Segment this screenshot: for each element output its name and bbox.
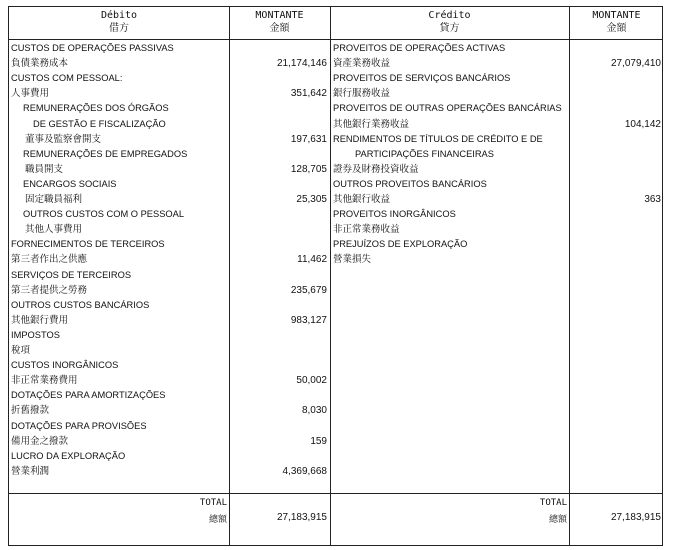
debit-total-amount: 27,183,915 xyxy=(276,512,327,523)
debit-row xyxy=(9,313,664,328)
credit-row xyxy=(9,177,664,192)
debit-row xyxy=(9,373,664,388)
credit-row-label: 證券及財務投資收益 xyxy=(333,163,419,175)
credit-row xyxy=(9,71,664,86)
debit-row-amount: 50,002 xyxy=(296,375,327,387)
debit-total-label-zh: 總額 xyxy=(208,515,227,525)
debit-row-label: 其他銀行費用 xyxy=(11,314,69,326)
montante-header-zh: 金額 xyxy=(606,23,627,34)
credit-row xyxy=(9,117,664,132)
debit-row-amount: 128,705 xyxy=(290,163,327,175)
debit-row-amount: 351,642 xyxy=(290,88,327,100)
debit-row xyxy=(9,358,664,373)
montante-header-pt: MONTANTE xyxy=(592,10,641,21)
debit-row-label: 其他人事費用 xyxy=(25,224,83,236)
debit-montante-header xyxy=(229,9,330,35)
credit-row xyxy=(9,132,664,147)
debit-total-label-pt: TOTAL xyxy=(199,498,227,508)
debit-row-label: REMUNERAÇÕES DOS ÓRGÃOS xyxy=(23,103,169,114)
debit-row xyxy=(9,268,664,283)
credit-row-label: 其他銀行收益 xyxy=(333,194,391,205)
credit-total-label xyxy=(499,497,567,527)
debit-header-pt: Débito xyxy=(100,10,138,21)
debit-row-label: FORNECIMENTOS DE TERCEIROS xyxy=(11,239,165,250)
debit-row-label: 第三者提供之勞務 xyxy=(11,284,88,296)
debit-row-amount: 8,030 xyxy=(301,405,327,417)
debit-row xyxy=(9,343,664,358)
debit-row-amount: 21,174,146 xyxy=(276,58,327,70)
debit-row-amount: 235,679 xyxy=(290,284,327,296)
credit-row xyxy=(9,252,664,267)
debit-row xyxy=(9,403,664,418)
credit-row-label: PROVEITOS DE SERVIÇOS BANCÁRIOS xyxy=(333,73,511,84)
debit-row-label: 董事及監察會開支 xyxy=(25,133,102,145)
debit-row xyxy=(9,388,664,403)
credit-row-label: 銀行服務收益 xyxy=(333,88,391,100)
debit-row-amount: 25,305 xyxy=(296,194,327,205)
debit-row-label: 第三者作出之供應 xyxy=(11,254,88,266)
debit-row xyxy=(9,419,664,434)
montante-header-pt: MONTANTE xyxy=(255,10,304,21)
credit-total-label-pt: TOTAL xyxy=(539,498,567,508)
credit-row xyxy=(9,41,664,56)
credit-row xyxy=(9,101,664,116)
credit-row-label: 其他銀行業務收益 xyxy=(333,118,410,130)
credit-header-zh: 貸方 xyxy=(439,23,460,34)
debit-row-amount: 983,127 xyxy=(290,314,327,326)
debit-row-amount: 197,631 xyxy=(290,133,327,145)
debit-row-label: OUTROS CUSTOS BANCÁRIOS xyxy=(11,299,150,310)
credit-row xyxy=(9,147,664,162)
credit-row-label: PREJUÍZOS DE EXPLORAÇÃO xyxy=(333,239,468,250)
debit-header xyxy=(9,9,229,35)
credit-row xyxy=(9,207,664,222)
debit-row-label: DOTAÇÕES PARA AMORTIZAÇÕES xyxy=(11,390,166,401)
debit-row-label: 非正常業務費用 xyxy=(11,375,78,387)
debit-row-label: CUSTOS INORGÂNICOS xyxy=(11,360,119,371)
debit-row-label: 稅項 xyxy=(11,345,31,356)
credit-row-label: PROVEITOS DE OPERAÇÕES ACTIVAS xyxy=(333,43,506,53)
credit-row-amount: 104,142 xyxy=(624,118,661,130)
credit-row xyxy=(9,192,664,207)
debit-row xyxy=(9,283,664,298)
ledger-sheet xyxy=(8,6,663,546)
debit-row-label: DE GESTÃO E FISCALIZAÇÃO xyxy=(33,118,166,129)
debit-row xyxy=(9,464,664,479)
credit-header xyxy=(330,9,569,35)
credit-row-label: RENDIMENTOS DE TÍTULOS DE CRÉDITO E DE xyxy=(333,133,543,144)
debit-row-label: REMUNERAÇÕES DE EMPREGADOS xyxy=(23,148,188,159)
credit-row xyxy=(9,222,664,237)
debit-row-amount: 11,462 xyxy=(297,254,327,266)
debit-row-label: SERVIÇOS DE TERCEIROS xyxy=(11,269,132,280)
header-divider xyxy=(9,39,662,40)
credit-row-label: PARTICIPAÇÕES FINANCEIRAS xyxy=(355,148,494,159)
credit-row xyxy=(9,56,664,71)
credit-header-pt: Crédito xyxy=(428,10,471,21)
credit-row-label: PROVEITOS INORGÂNICOS xyxy=(333,209,456,220)
debit-row xyxy=(9,328,664,343)
debit-row xyxy=(9,298,664,313)
credit-row-label: 非正常業務收益 xyxy=(333,224,400,236)
debit-row-label: 備用金之撥款 xyxy=(11,435,69,447)
credit-row-label: OUTROS PROVEITOS BANCÁRIOS xyxy=(333,178,487,189)
debit-total-label xyxy=(159,497,227,527)
debit-row xyxy=(9,449,664,464)
debit-row-label: 折舊撥款 xyxy=(11,405,50,417)
debit-row-label: CUSTOS DE OPERAÇÕES PASSIVAS xyxy=(11,43,174,53)
credit-total-amount: 27,183,915 xyxy=(610,512,661,523)
debit-row-label: DOTAÇÕES PARA PROVISÕES xyxy=(11,420,147,431)
credit-row-label: 資產業務收益 xyxy=(333,58,391,70)
debit-row-label: LUCRO DA EXPLORAÇÃO xyxy=(11,450,126,461)
debit-row-label: 固定職員福利 xyxy=(25,194,83,205)
credit-row xyxy=(9,162,664,177)
debit-row-label: 營業利潤 xyxy=(11,465,50,477)
credit-row xyxy=(9,86,664,101)
debit-row xyxy=(9,434,664,449)
credit-row xyxy=(9,237,664,252)
montante-header-zh: 金額 xyxy=(269,23,290,34)
debit-row-amount: 4,369,668 xyxy=(282,465,327,477)
debit-header-zh: 借方 xyxy=(109,23,129,34)
total-divider xyxy=(9,493,662,494)
debit-row-label: OUTROS CUSTOS COM O PESSOAL xyxy=(23,209,185,220)
credit-row-label: 營業損失 xyxy=(333,254,372,266)
credit-row-amount: 363 xyxy=(644,194,661,205)
debit-row-label: 人事費用 xyxy=(11,88,50,100)
credit-total-label-zh: 總額 xyxy=(548,515,567,525)
debit-row-label: IMPOSTOS xyxy=(11,329,60,340)
debit-row-label: ENCARGOS SOCIAIS xyxy=(23,178,117,189)
debit-row-label: 職員開支 xyxy=(25,163,64,175)
credit-montante-header xyxy=(569,9,664,35)
credit-row-label: PROVEITOS DE OUTRAS OPERAÇÕES BANCÁRIAS xyxy=(333,103,562,114)
debit-row-amount: 159 xyxy=(310,435,327,447)
credit-row-amount: 27,079,410 xyxy=(610,58,661,70)
debit-row-label: CUSTOS COM PESSOAL: xyxy=(11,73,123,84)
debit-row-label: 負債業務成本 xyxy=(11,58,69,70)
